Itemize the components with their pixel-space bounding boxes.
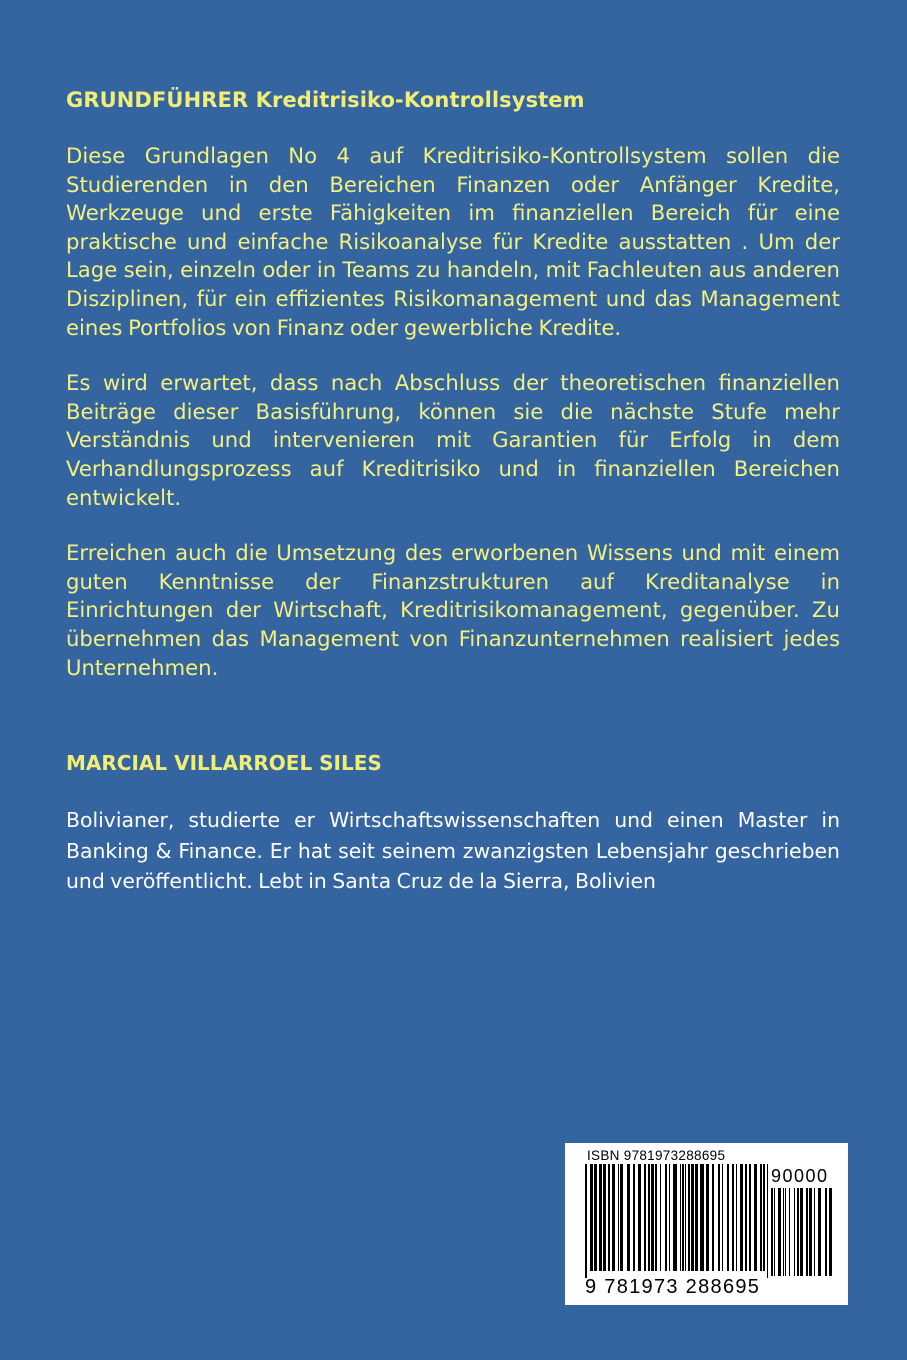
- barcode-bar: [797, 1188, 799, 1276]
- barcode-bar: [800, 1188, 803, 1276]
- barcode-bar: [618, 1164, 619, 1271]
- barcode-bar: [745, 1164, 747, 1271]
- barcode-bar: [818, 1188, 821, 1276]
- barcode-bar: [644, 1164, 646, 1271]
- description-paragraph-2: Es wird erwartet, dass nach Abschluss der theoretischen finanziellen Beiträge dieser Basisführung, können sie die nächste Stufe mehr Verständnis und intervenieren mit Garantien für Erfolg in dem Verhandlungsprozess auf Kreditrisiko und in finanziellen Bereichen entwickelt.: [66, 370, 840, 510]
- barcode-bar: [825, 1188, 827, 1276]
- barcode-bar: [603, 1164, 606, 1271]
- barcode-bar: [612, 1164, 615, 1271]
- barcode-bar: [620, 1164, 623, 1271]
- barcode-bar: [590, 1164, 593, 1271]
- barcode-bar: [727, 1164, 729, 1271]
- description-paragraph-1: Diese Grundlagen No 4 auf Kreditrisiko-Kontrollsystem sollen die Studierenden in den Bereichen Finanzen oder Anfänger Kredite, Werkzeuge und erste Fähigkeiten im finanziellen Bereich für eine praktische und einfache Risikoanalyse für Kredite ausstatten . Um der Lage sein, einzeln oder in Teams zu handeln, mit Fachleuten aus anderen Disziplinen, für ein effizientes Risikomanagement und das Management eines Portfolios von Finanz oder gewerbliche Kredite.: [66, 143, 840, 340]
- barcode-bar: [771, 1188, 773, 1276]
- barcode-bar: [783, 1188, 784, 1276]
- barcode-bar: [712, 1164, 714, 1271]
- barcode-bar: [599, 1164, 602, 1271]
- barcode-bar: [594, 1164, 597, 1271]
- barcode-digits: 9 781973 288695: [585, 1276, 761, 1298]
- price-code: 90000: [771, 1166, 829, 1186]
- barcode-box: [565, 1143, 848, 1305]
- barcode-bar: [673, 1164, 677, 1271]
- barcode-bar: [682, 1164, 684, 1271]
- barcode-bar: [760, 1164, 762, 1271]
- isbn-label: ISBN 9781973288695: [587, 1148, 726, 1163]
- cover-text: [66, 86, 840, 897]
- barcode-bar: [763, 1164, 765, 1271]
- barcode-bar: [732, 1164, 734, 1271]
- barcode-bar: [695, 1164, 698, 1271]
- barcode-bar: [688, 1164, 690, 1271]
- barcode-bar: [685, 1164, 686, 1271]
- price-barcode: [771, 1188, 833, 1276]
- barcode-bar: [789, 1188, 790, 1276]
- barcode-bar: [608, 1164, 610, 1271]
- barcode-bar: [651, 1164, 654, 1271]
- barcode-bar: [814, 1188, 815, 1276]
- barcode-bar: [706, 1164, 709, 1271]
- barcode-bar: [655, 1164, 657, 1271]
- description-paragraph-3: Erreichen auch die Umsetzung des erworbenen Wissens und mit einem guten Kenntnisse der Finanzstrukturen auf Kreditanalyse in Einrichtungen der Wirtschaft, Kreditrisikomanagement, gegenüber. Zu übernehmen das Management von Finanzunternehmen realisiert jedes Unternehmen.: [66, 540, 840, 680]
- barcode-bar: [718, 1164, 720, 1271]
- barcode-bar: [767, 1164, 768, 1278]
- barcode-bar: [794, 1188, 795, 1276]
- barcode-bar: [627, 1164, 630, 1271]
- author-bio: Bolivianer, studierte er Wirtschaftswissenschaften und einen Master in Banking & Finance. Er hat seit seinem zwanzigsten Lebensjahr geschrieben und veröffentlicht. Lebt in Santa Cruz de la Sierra, Bolivien: [66, 808, 840, 894]
- barcode-bar: [806, 1188, 808, 1276]
- barcode-bar: [585, 1164, 587, 1278]
- barcode-bar: [638, 1164, 641, 1271]
- barcode-bar: [778, 1188, 781, 1276]
- barcode-bar: [700, 1164, 704, 1271]
- barcode-bar: [691, 1164, 694, 1271]
- barcode-bar: [785, 1188, 786, 1276]
- barcode-bar: [633, 1164, 635, 1271]
- barcode-bar: [829, 1188, 832, 1276]
- barcode-bar: [809, 1188, 812, 1276]
- barcode-bar: [680, 1164, 681, 1271]
- barcode-bar: [774, 1188, 775, 1276]
- barcode-bar: [749, 1164, 751, 1271]
- isbn-barcode: [585, 1164, 768, 1278]
- barcode-bar: [722, 1164, 723, 1271]
- barcode-bar: [660, 1164, 661, 1271]
- book-title: GRUNDFÜHRER Kreditrisiko-Kontrollsystem: [66, 88, 585, 112]
- barcode-bar: [736, 1164, 737, 1271]
- barcode-bar: [754, 1164, 757, 1271]
- author-name: MARCIAL VILLARROEL SILES: [66, 751, 382, 776]
- barcode-bar: [665, 1164, 667, 1271]
- barcode-bar: [648, 1164, 650, 1271]
- barcode-bar: [740, 1164, 743, 1271]
- barcode-bar: [669, 1164, 670, 1271]
